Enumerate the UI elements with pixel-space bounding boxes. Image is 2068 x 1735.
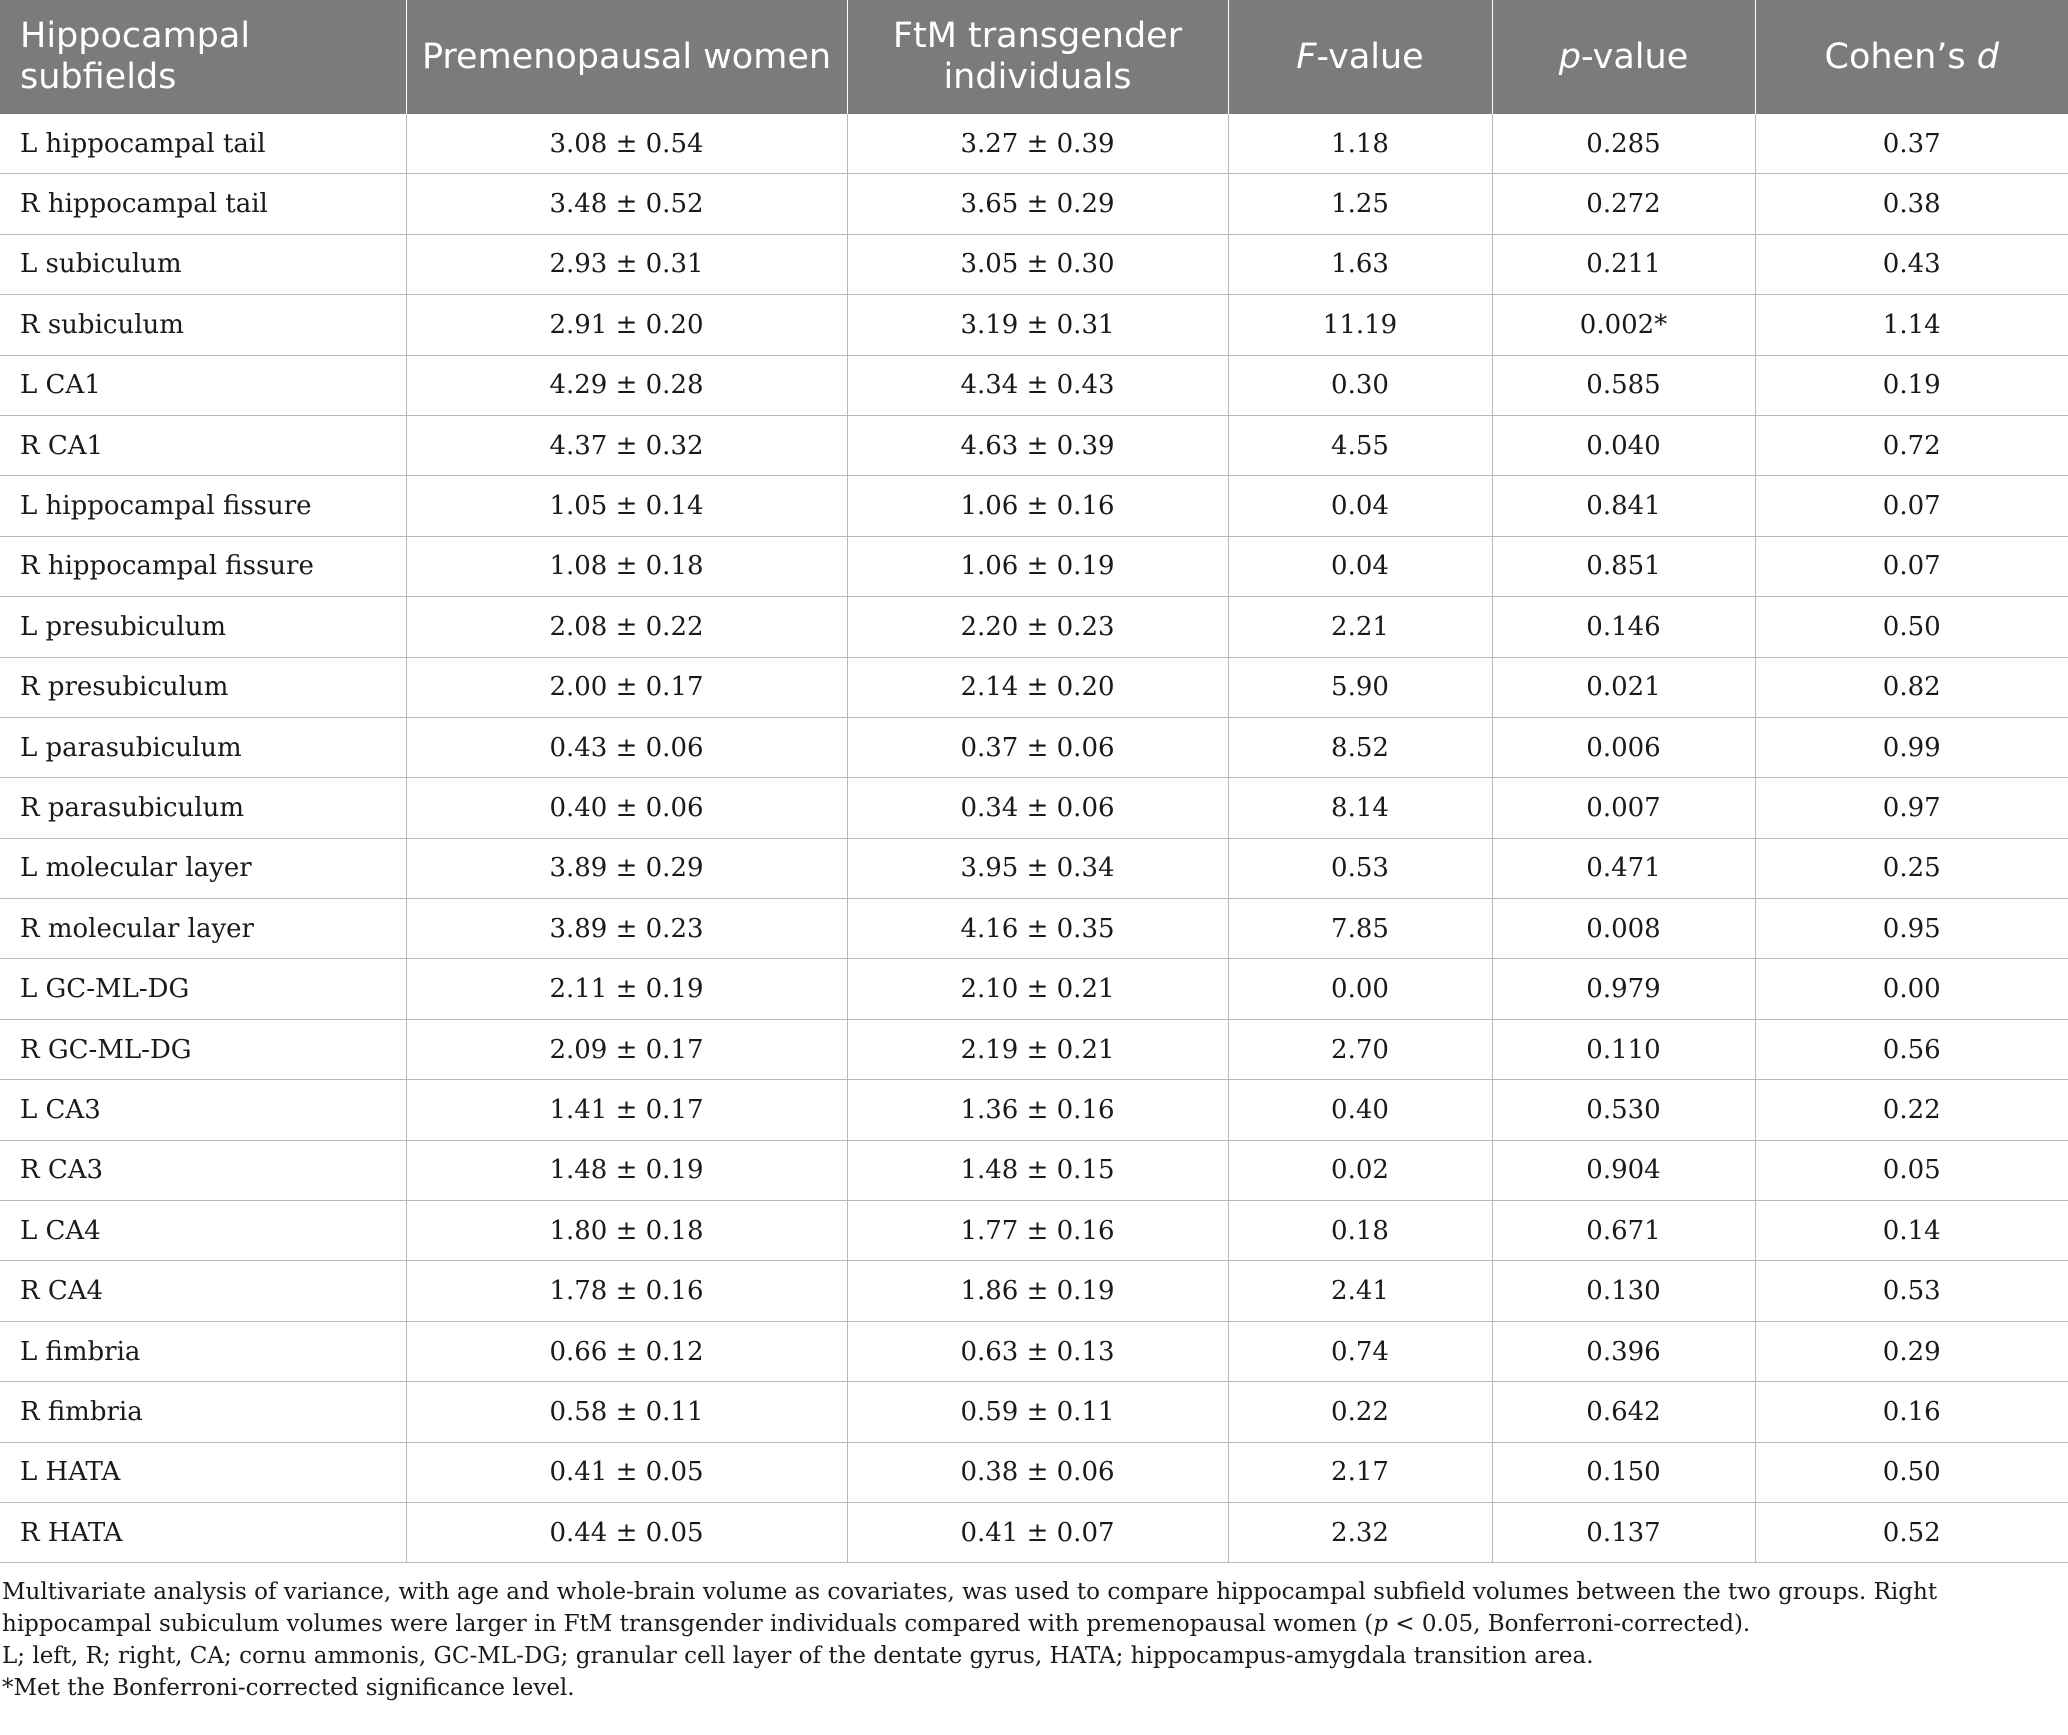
cell-p-value: 0.110 [1492, 1019, 1755, 1079]
cell-premenopausal: 2.11 ± 0.19 [406, 959, 847, 1019]
cell-ftm: 0.59 ± 0.11 [847, 1382, 1228, 1442]
cell-f-value: 8.14 [1228, 778, 1492, 838]
cell-cohens-d: 0.95 [1755, 899, 2068, 959]
header-p-value: p-value [1492, 0, 1755, 114]
cell-cohens-d: 0.97 [1755, 778, 2068, 838]
cell-subfield: L CA1 [0, 355, 406, 415]
cell-cohens-d: 0.07 [1755, 536, 2068, 596]
cell-f-value: 8.52 [1228, 717, 1492, 777]
cell-f-value: 11.19 [1228, 295, 1492, 355]
cell-cohens-d: 0.50 [1755, 1442, 2068, 1502]
cell-p-value: 0.530 [1492, 1080, 1755, 1140]
cell-p-value: 0.851 [1492, 536, 1755, 596]
cell-ftm: 3.95 ± 0.34 [847, 838, 1228, 898]
cell-p-value: 0.585 [1492, 355, 1755, 415]
cell-p-value: 0.396 [1492, 1321, 1755, 1381]
footnote-method: Multivariate analysis of variance, with age and whole-brain volume as covariates, was used to compare hippocampal subfield volumes between the two groups. Right hippocampal subiculum volumes were larger in FtM transgender individuals compared with premenopausal women (p < 0.05, Bonferroni-corrected). [2, 1579, 1938, 1637]
table-row [0, 114, 2068, 174]
header-ftm: FtM transgender individuals [847, 0, 1228, 114]
cell-premenopausal: 4.37 ± 0.32 [406, 415, 847, 475]
cell-subfield: L CA3 [0, 1080, 406, 1140]
cell-premenopausal: 0.58 ± 0.11 [406, 1382, 847, 1442]
table-row [0, 717, 2068, 777]
table-row [0, 1442, 2068, 1502]
cell-subfield: R CA1 [0, 415, 406, 475]
cell-f-value: 1.63 [1228, 234, 1492, 294]
cell-subfield: R CA4 [0, 1261, 406, 1321]
cell-subfield: L hippocampal fissure [0, 476, 406, 536]
cell-premenopausal: 4.29 ± 0.28 [406, 355, 847, 415]
header-premenopausal: Premenopausal women [406, 0, 847, 114]
cell-p-value: 0.471 [1492, 838, 1755, 898]
cell-ftm: 3.27 ± 0.39 [847, 114, 1228, 174]
cell-subfield: R HATA [0, 1502, 406, 1562]
cell-p-value: 0.007 [1492, 778, 1755, 838]
cell-f-value: 2.41 [1228, 1261, 1492, 1321]
cell-cohens-d: 0.07 [1755, 476, 2068, 536]
cell-p-value: 0.285 [1492, 114, 1755, 174]
cell-premenopausal: 0.41 ± 0.05 [406, 1442, 847, 1502]
cell-premenopausal: 2.91 ± 0.20 [406, 295, 847, 355]
table-row [0, 597, 2068, 657]
cell-ftm: 1.06 ± 0.16 [847, 476, 1228, 536]
table-row [0, 355, 2068, 415]
cell-subfield: R GC-ML-DG [0, 1019, 406, 1079]
cell-cohens-d: 1.14 [1755, 295, 2068, 355]
cell-ftm: 1.36 ± 0.16 [847, 1080, 1228, 1140]
cell-premenopausal: 2.08 ± 0.22 [406, 597, 847, 657]
cell-f-value: 0.74 [1228, 1321, 1492, 1381]
cell-subfield: R subiculum [0, 295, 406, 355]
cell-ftm: 3.05 ± 0.30 [847, 234, 1228, 294]
table-row [0, 1019, 2068, 1079]
cell-subfield: R hippocampal fissure [0, 536, 406, 596]
cell-premenopausal: 1.80 ± 0.18 [406, 1201, 847, 1261]
cell-premenopausal: 2.00 ± 0.17 [406, 657, 847, 717]
cell-subfield: R molecular layer [0, 899, 406, 959]
cell-cohens-d: 0.52 [1755, 1502, 2068, 1562]
cell-ftm: 1.77 ± 0.16 [847, 1201, 1228, 1261]
cell-subfield: L molecular layer [0, 838, 406, 898]
cell-subfield: L fimbria [0, 1321, 406, 1381]
cell-premenopausal: 1.05 ± 0.14 [406, 476, 847, 536]
cell-ftm: 4.16 ± 0.35 [847, 899, 1228, 959]
cell-cohens-d: 0.99 [1755, 717, 2068, 777]
cell-ftm: 0.63 ± 0.13 [847, 1321, 1228, 1381]
cell-ftm: 4.63 ± 0.39 [847, 415, 1228, 475]
cell-subfield: R parasubiculum [0, 778, 406, 838]
table-row [0, 778, 2068, 838]
cell-f-value: 0.22 [1228, 1382, 1492, 1442]
cell-f-value: 5.90 [1228, 657, 1492, 717]
cell-ftm: 1.06 ± 0.19 [847, 536, 1228, 596]
header-subfields: Hippocampal subfields [0, 0, 406, 114]
cell-ftm: 1.48 ± 0.15 [847, 1140, 1228, 1200]
cell-premenopausal: 0.43 ± 0.06 [406, 717, 847, 777]
cell-subfield: R fimbria [0, 1382, 406, 1442]
cell-premenopausal: 0.44 ± 0.05 [406, 1502, 847, 1562]
cell-premenopausal: 3.89 ± 0.23 [406, 899, 847, 959]
cell-f-value: 0.02 [1228, 1140, 1492, 1200]
cell-cohens-d: 0.56 [1755, 1019, 2068, 1079]
cell-cohens-d: 0.25 [1755, 838, 2068, 898]
header-row [0, 0, 2068, 114]
table-row [0, 1502, 2068, 1562]
cell-f-value: 4.55 [1228, 415, 1492, 475]
cell-premenopausal: 3.89 ± 0.29 [406, 838, 847, 898]
cell-ftm: 4.34 ± 0.43 [847, 355, 1228, 415]
cell-p-value: 0.979 [1492, 959, 1755, 1019]
cell-f-value: 0.40 [1228, 1080, 1492, 1140]
cell-p-value: 0.006 [1492, 717, 1755, 777]
cell-ftm: 3.19 ± 0.31 [847, 295, 1228, 355]
table-row [0, 174, 2068, 234]
table-row [0, 1140, 2068, 1200]
cell-subfield: L hippocampal tail [0, 114, 406, 174]
cell-premenopausal: 1.08 ± 0.18 [406, 536, 847, 596]
table-row [0, 536, 2068, 596]
table-row [0, 899, 2068, 959]
cell-ftm: 2.14 ± 0.20 [847, 657, 1228, 717]
cell-subfield: R CA3 [0, 1140, 406, 1200]
cell-subfield: L subiculum [0, 234, 406, 294]
cell-f-value: 0.04 [1228, 536, 1492, 596]
table-row [0, 1382, 2068, 1442]
cell-subfield: L GC-ML-DG [0, 959, 406, 1019]
cell-cohens-d: 0.50 [1755, 597, 2068, 657]
cell-p-value: 0.671 [1492, 1201, 1755, 1261]
table-footnotes [0, 1576, 2052, 1704]
cell-cohens-d: 0.14 [1755, 1201, 2068, 1261]
cell-ftm: 0.34 ± 0.06 [847, 778, 1228, 838]
cell-p-value: 0.021 [1492, 657, 1755, 717]
cell-f-value: 1.18 [1228, 114, 1492, 174]
cell-f-value: 2.70 [1228, 1019, 1492, 1079]
cell-ftm: 0.41 ± 0.07 [847, 1502, 1228, 1562]
cell-premenopausal: 0.40 ± 0.06 [406, 778, 847, 838]
cell-p-value: 0.211 [1492, 234, 1755, 294]
cell-p-value: 0.130 [1492, 1261, 1755, 1321]
cell-subfield: R presubiculum [0, 657, 406, 717]
table-row [0, 959, 2068, 1019]
cell-f-value: 0.18 [1228, 1201, 1492, 1261]
table-row [0, 1321, 2068, 1381]
cell-p-value: 0.272 [1492, 174, 1755, 234]
table-body [0, 114, 2068, 1563]
cell-cohens-d: 0.19 [1755, 355, 2068, 415]
cell-f-value: 1.25 [1228, 174, 1492, 234]
header-cohens-d: Cohen’s d [1755, 0, 2068, 114]
cell-p-value: 0.137 [1492, 1502, 1755, 1562]
cell-premenopausal: 3.08 ± 0.54 [406, 114, 847, 174]
cell-ftm: 0.38 ± 0.06 [847, 1442, 1228, 1502]
cell-cohens-d: 0.72 [1755, 415, 2068, 475]
cell-subfield: L CA4 [0, 1201, 406, 1261]
cell-premenopausal: 2.93 ± 0.31 [406, 234, 847, 294]
cell-p-value: 0.008 [1492, 899, 1755, 959]
cell-p-value: 0.904 [1492, 1140, 1755, 1200]
cell-cohens-d: 0.38 [1755, 174, 2068, 234]
cell-f-value: 2.21 [1228, 597, 1492, 657]
header-f-value: F-value [1228, 0, 1492, 114]
cell-f-value: 7.85 [1228, 899, 1492, 959]
table-row [0, 295, 2068, 355]
table-row [0, 657, 2068, 717]
cell-f-value: 0.04 [1228, 476, 1492, 536]
cell-ftm: 2.20 ± 0.23 [847, 597, 1228, 657]
cell-premenopausal: 1.48 ± 0.19 [406, 1140, 847, 1200]
cell-f-value: 0.30 [1228, 355, 1492, 415]
cell-p-value: 0.040 [1492, 415, 1755, 475]
table-row [0, 415, 2068, 475]
cell-f-value: 0.53 [1228, 838, 1492, 898]
footnote-significance: *Met the Bonferroni-corrected significance level. [2, 1675, 575, 1701]
cell-cohens-d: 0.82 [1755, 657, 2068, 717]
cell-ftm: 1.86 ± 0.19 [847, 1261, 1228, 1321]
table-row [0, 838, 2068, 898]
cell-cohens-d: 0.05 [1755, 1140, 2068, 1200]
cell-cohens-d: 0.22 [1755, 1080, 2068, 1140]
cell-ftm: 2.19 ± 0.21 [847, 1019, 1228, 1079]
cell-premenopausal: 1.78 ± 0.16 [406, 1261, 847, 1321]
table-row [0, 1261, 2068, 1321]
cell-p-value: 0.642 [1492, 1382, 1755, 1442]
cell-premenopausal: 1.41 ± 0.17 [406, 1080, 847, 1140]
cell-f-value: 0.00 [1228, 959, 1492, 1019]
cell-ftm: 2.10 ± 0.21 [847, 959, 1228, 1019]
table-row [0, 476, 2068, 536]
cell-p-value: 0.002* [1492, 295, 1755, 355]
cell-cohens-d: 0.16 [1755, 1382, 2068, 1442]
cell-cohens-d: 0.00 [1755, 959, 2068, 1019]
cell-ftm: 3.65 ± 0.29 [847, 174, 1228, 234]
cell-subfield: L HATA [0, 1442, 406, 1502]
cell-ftm: 0.37 ± 0.06 [847, 717, 1228, 777]
cell-cohens-d: 0.43 [1755, 234, 2068, 294]
cell-p-value: 0.146 [1492, 597, 1755, 657]
table-row [0, 1080, 2068, 1140]
cell-cohens-d: 0.29 [1755, 1321, 2068, 1381]
cell-premenopausal: 2.09 ± 0.17 [406, 1019, 847, 1079]
cell-cohens-d: 0.53 [1755, 1261, 2068, 1321]
table-row [0, 1201, 2068, 1261]
cell-subfield: L parasubiculum [0, 717, 406, 777]
cell-p-value: 0.841 [1492, 476, 1755, 536]
cell-cohens-d: 0.37 [1755, 114, 2068, 174]
table-row [0, 234, 2068, 294]
footnote-abbreviations: L; left, R; right, CA; cornu ammonis, GC-ML-DG; granular cell layer of the dentate gyrus, HATA; hippocampus-amygdala transition area. [2, 1643, 1594, 1669]
cell-f-value: 2.32 [1228, 1502, 1492, 1562]
cell-premenopausal: 0.66 ± 0.12 [406, 1321, 847, 1381]
cell-subfield: R hippocampal tail [0, 174, 406, 234]
cell-p-value: 0.150 [1492, 1442, 1755, 1502]
cell-subfield: L presubiculum [0, 597, 406, 657]
cell-f-value: 2.17 [1228, 1442, 1492, 1502]
cell-premenopausal: 3.48 ± 0.52 [406, 174, 847, 234]
